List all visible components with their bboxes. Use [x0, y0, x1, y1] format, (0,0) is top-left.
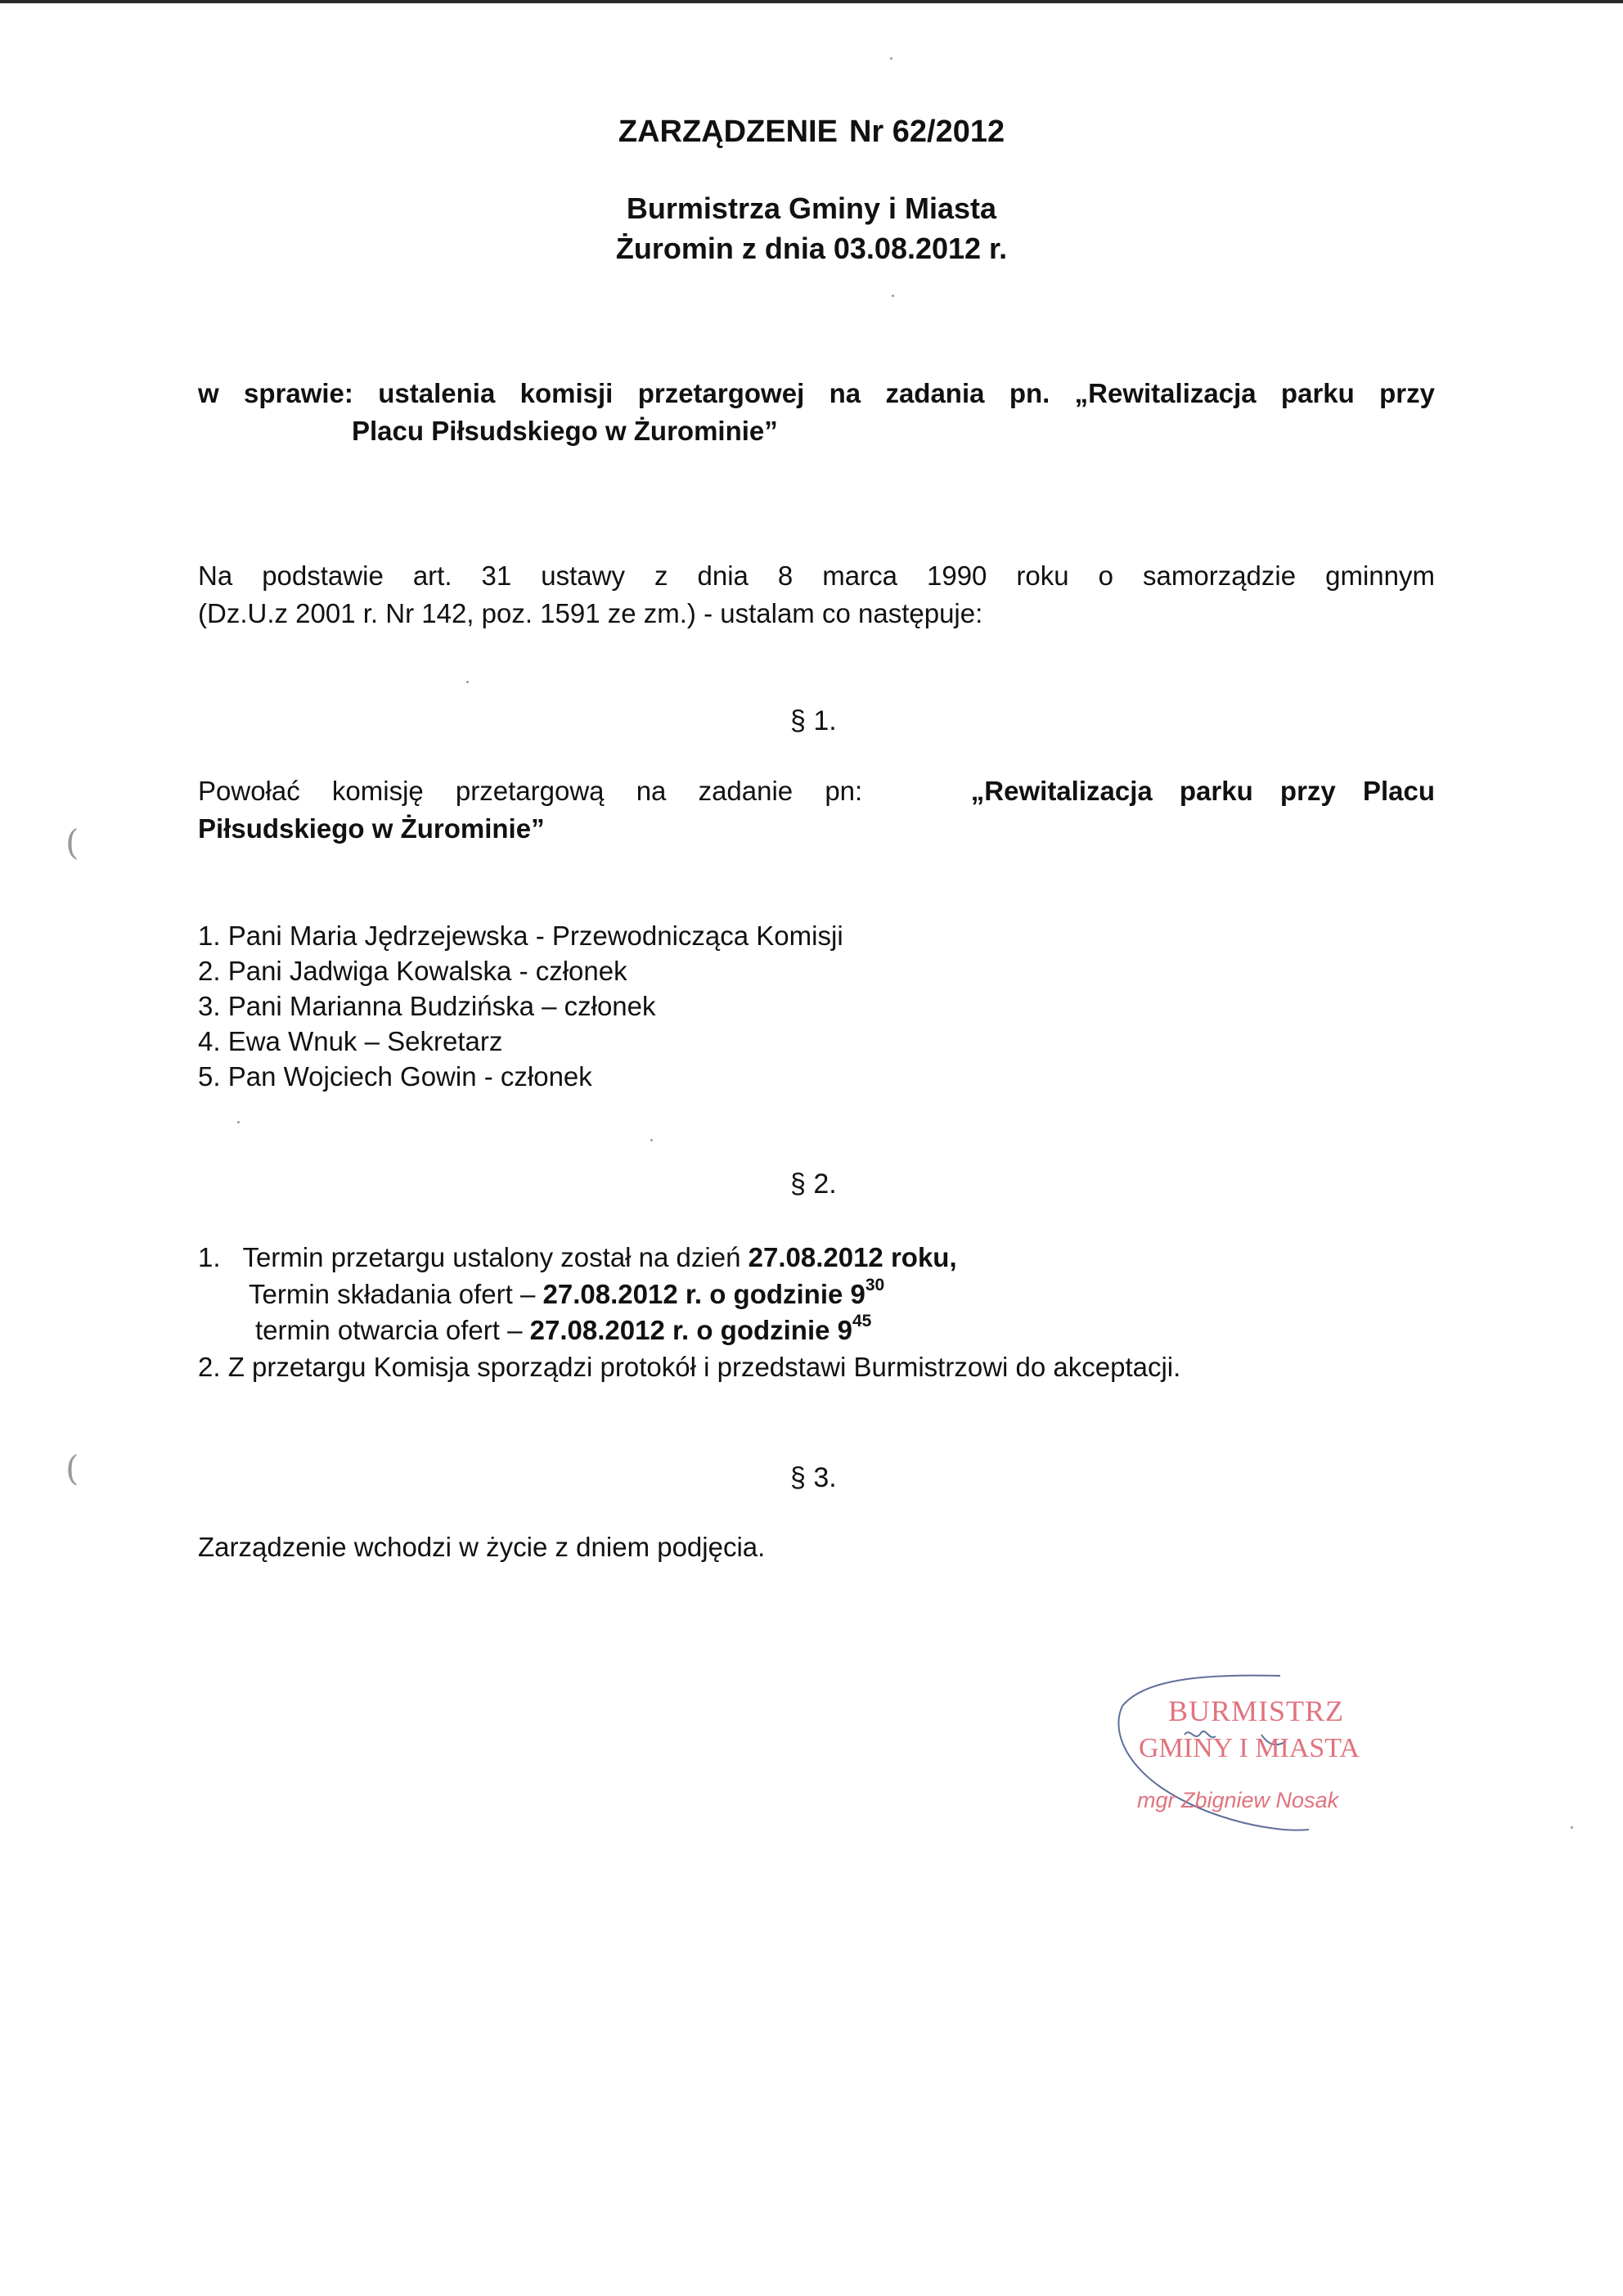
subject-line-2: Placu Piłsudskiego w Żurominie”	[352, 416, 778, 446]
list-item: 3. Pani Marianna Budzińska – członek	[198, 991, 656, 1021]
scan-speck	[892, 295, 894, 297]
mayor-stamp	[1113, 1669, 1407, 1849]
title-text: ZARZĄDZENIE	[618, 115, 838, 149]
scan-speck	[650, 1139, 653, 1141]
section-2-item-2: 2. Z przetargu Komisja sporządzi protokół i przedstawi Burmistrzowi do akceptacji.	[198, 1352, 1181, 1382]
scan-speck	[237, 1121, 240, 1123]
scan-speck	[466, 681, 469, 683]
section-1-plain: Powołać komisję przetargową na zadanie pn:	[198, 776, 863, 806]
commission-members-list	[198, 918, 843, 1094]
top-border-line	[0, 0, 1623, 3]
list-item: 4. Ewa Wnuk – Sekretarz	[198, 1026, 503, 1056]
scan-speck	[1571, 1826, 1573, 1829]
tender-date: 27.08.2012 roku,	[748, 1242, 957, 1272]
section-2-item-1: 1. Termin przetargu ustalony został na dzień 27.08.2012 roku,	[198, 1242, 957, 1272]
issuer-line-2: Żuromin z dnia 03.08.2012 r.	[615, 232, 1008, 265]
list-item: 1. Pani Maria Jędrzejewska - Przewodnicząca Komisji	[198, 921, 843, 951]
list-item: 5. Pan Wojciech Gowin - członek	[198, 1061, 592, 1092]
section-1-task-name: „Rewitalizacja parku przy Placu	[970, 776, 1435, 806]
offers-opening-line: termin otwarcia ofert – 27.08.2012 r. o godzinie $9^{45}$	[255, 1312, 872, 1345]
issuer-line-1: Burmistrza Gminy i Miasta	[626, 191, 997, 225]
stamp-line-1: BURMISTRZ	[1168, 1695, 1345, 1727]
stamp-signature-name: mgr Zbigniew Nosak	[1137, 1788, 1339, 1812]
document-number: Nr 62/2012	[848, 115, 1005, 149]
legal-basis-line-1: Na podstawie art. 31 ustawy z dnia 8 marca 1990 roku o samorządzie gminnym	[198, 560, 1435, 591]
section-3-text: Zarządzenie wchodzi w życie z dniem podjęcia.	[198, 1532, 766, 1562]
scan-mark: (	[65, 1448, 79, 1488]
document-title	[0, 115, 1623, 150]
subject-line-1: w sprawie: ustalenia komisji przetargowej na zadania pn. „Rewitalizacja parku przy	[198, 378, 1435, 408]
list-item: 2. Pani Jadwiga Kowalska - członek	[198, 956, 627, 986]
offers-submission-line: Termin składania ofert – 27.08.2012 r. o godzinie $9^{30}$	[249, 1276, 885, 1309]
scan-mark: (	[65, 822, 79, 862]
stamp-line-2: GMINY I MIASTA	[1139, 1733, 1360, 1763]
legal-basis-line-2: (Dz.U.z 2001 r. Nr 142, poz. 1591 ze zm.) - ustalam co następuje:	[198, 598, 983, 628]
section-3-heading: § 3.	[790, 1462, 837, 1493]
section-1-text-line-2: Piłsudskiego w Żurominie”	[198, 813, 545, 844]
section-1-heading: § 1.	[790, 705, 837, 736]
section-2-heading: § 2.	[790, 1168, 837, 1200]
scan-speck	[890, 57, 892, 60]
section-1-text-line-1	[198, 776, 1435, 807]
